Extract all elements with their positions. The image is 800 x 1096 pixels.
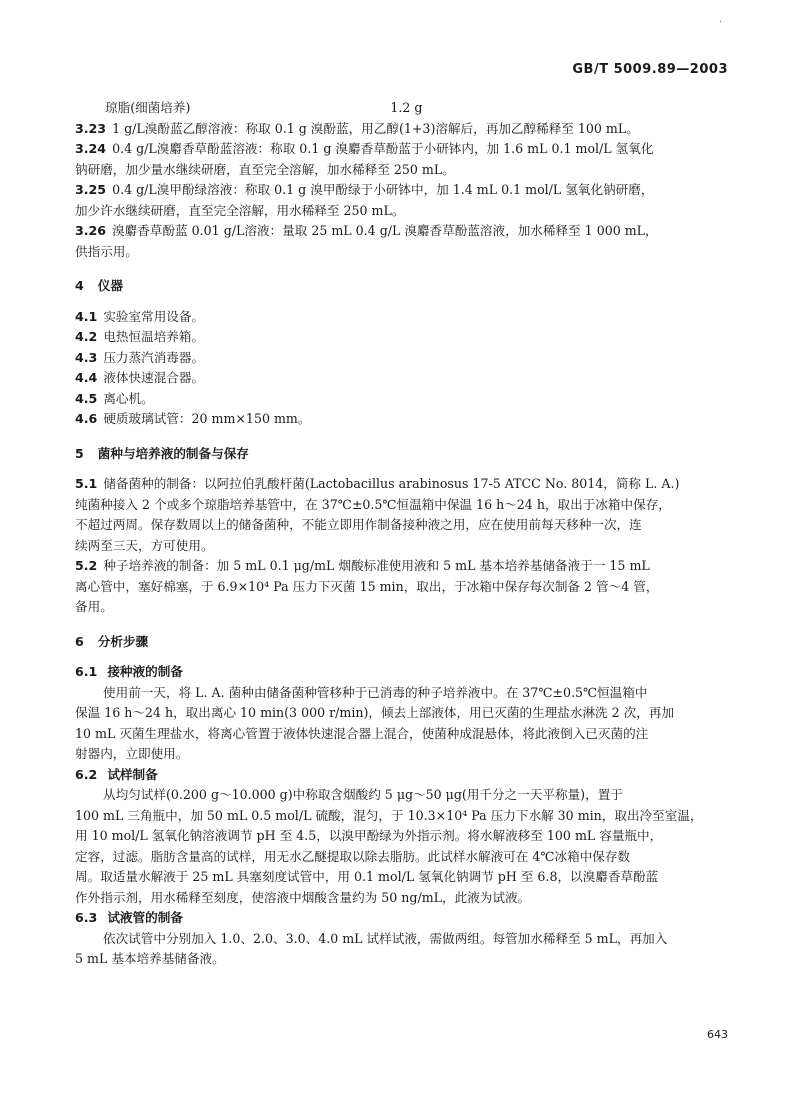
paragraph-line: 100 mL 三角瓶中，加 50 mL 0.5 mol/L 硫酸，混匀，于 10.3×10⁴ Pa 压力下水解 30 min，取出冷至室温， [75,807,703,823]
section-number: 6 [75,633,84,649]
paragraph-line: 保温 16 h～24 h，取出离心 10 min(3 000 r/min)，倾去上部液体，用已灭菌的生理盐水淋洗 2 次，再加 [75,705,675,720]
subsection-number: 6.3 [75,910,98,925]
clause-number: 3.23 [75,120,107,136]
section-title: 分析步骤 [97,633,149,649]
item-number: 4.1 [75,308,98,324]
clause-5-1-cont: 续两至三天，方可使用。 [75,537,214,553]
corner-mark: . [718,14,722,25]
clause-text: 1 g/L溴酚蓝乙醇溶液：称取 0.1 g 溴酚蓝，用乙醇(1+3)溶解后，再加乙醇稀释至 100 mL。 [112,120,639,136]
list-item [75,327,740,348]
section-4-heading [75,276,740,297]
document-body [75,98,740,970]
paragraph-line: 射器内，立即使用。 [75,746,189,761]
paragraph-line: 定容，过滤。脂肪含量高的试样，用无水乙醚提取以除去脂肪。此试样水解液可在 4℃冰箱中保存数 [75,848,631,864]
clause-3-24-cont: 钠研磨，加少量水继续研磨，直至完全溶解，加水稀释至 250 mL。 [75,161,455,177]
clause-3-23 [75,119,740,140]
item-text: 离心机。 [103,390,154,406]
clause-5-1-cont: 纯菌种接入 2 个或多个琼脂培养基管中，在 37℃±0.5℃恒温箱中保温 16 h～24 h，取出于冰箱中保存， [75,496,671,512]
clause-text: 种子培养液的制备：加 5 mL 0.1 μg/mL 烟酸标准使用液和 5 mL 基本培养基储备液于一 15 mL [103,558,650,573]
clause-5-1 [75,474,740,495]
paragraph-line: 从均匀试样(0.200 g～10.000 g)中称取含烟酸约 5 μg～50 μg(用千分之一天平称量)，置于 [103,787,623,802]
list-item [75,389,740,410]
list-item [75,307,740,328]
paragraph-line: 使用前一天，将 L. A. 菌种由储备菌种管移种于已消毒的种子培养液中。在 37℃±0.5℃恒温箱中 [103,684,648,700]
subsection-6-2-heading [75,765,740,786]
section-6-heading [75,632,740,653]
clause-5-2-cont: 离心管中，塞好棉塞，于 6.9×10⁴ Pa 压力下灭菌 15 min，取出，于冰箱中保存每次制备 2 管～4 管， [75,578,659,594]
section-5-heading [75,444,740,465]
agar-label: 琼脂(细菌培养) [105,100,191,115]
paragraph-line: 作外指示剂，用水稀释至刻度，使溶液中烟酸含量约为 50 ng/mL，此液为试液。 [75,889,531,905]
clause-number: 5.1 [75,476,98,491]
item-number: 4.6 [75,411,98,426]
clause-5-1-cont: 不超过两周。保存数周以上的储备菌种，不能立即用作制备接种液之用，应在使用前每天移种一次，连 [75,517,642,532]
agar-amount: 1.2 g [390,100,423,115]
clause-number: 5.2 [75,558,98,573]
agar-ingredient-line [75,98,740,119]
item-number: 4.3 [75,349,98,365]
page-number: 643 [707,1028,728,1041]
paragraph-line: 用 10 mol/L 氢氧化钠溶液调节 pH 至 4.5，以溴甲酚绿为外指示剂。将水解液移至 100 mL 容量瓶中， [75,828,663,843]
subsection-number: 6.1 [75,664,98,679]
item-number: 4.5 [75,390,98,406]
subsection-title: 接种液的制备 [107,664,183,679]
clause-3-25-cont: 加少许水继续研磨，直至完全溶解，用水稀释至 250 mL。 [75,202,405,218]
item-number: 4.4 [75,370,98,385]
clause-5-2 [75,556,740,577]
subsection-title: 试液管的制备 [107,910,183,925]
clause-text: 0.4 g/L溴甲酚绿溶液：称取 0.1 g 溴甲酚绿于小研钵中，加 1.4 mL 0.1 mol/L 氢氧化钠研磨， [112,182,654,197]
clause-text: 储备菌种的制备：以阿拉伯乳酸杆菌(Lactobacillus arabinosus 17-5 ATCC No. 8014，简称 L. A.) [103,476,680,491]
paragraph-line: 10 mL 灭菌生理盐水，将离心管置于液体快速混合器上混合，使菌种成混悬体，将此液倒入已灭菌的注 [75,725,649,741]
paragraph-line: 依次试管中分别加入 1.0、2.0、3.0、4.0 mL 试样试液，需做两组。每管加水稀释至 5 mL，再加入 [103,930,668,946]
list-item [75,409,740,430]
clause-number: 3.26 [75,223,107,238]
clause-number: 3.25 [75,182,107,197]
clause-text: 0.4 g/L溴麝香草酚蓝溶液：称取 0.1 g 溴麝香草酚蓝于小研钵内，加 1.6 mL 0.1 mol/L 氢氧化 [112,141,654,156]
list-item [75,368,740,389]
section-number: 4 [75,278,84,293]
section-title: 菌种与培养液的制备与保存 [97,445,249,461]
clause-text: 溴麝香草酚蓝 0.01 g/L溶液：量取 25 mL 0.4 g/L 溴麝香草酚蓝溶液，加水稀释至 1 000 mL， [112,223,658,238]
section-number: 5 [75,445,84,461]
section-title: 仪器 [97,278,123,293]
item-text: 电热恒温培养箱。 [103,329,205,344]
item-text: 实验室常用设备。 [103,308,205,324]
paragraph-line: 5 mL 基本培养基储备液。 [75,951,225,966]
clause-3-26-cont: 供指示用。 [75,243,138,259]
item-text: 液体快速混合器。 [103,370,205,385]
clause-3-26 [75,221,740,242]
list-item [75,348,740,369]
item-number: 4.2 [75,329,98,344]
subsection-6-1-heading [75,662,740,683]
clause-5-2-cont: 备用。 [75,599,113,614]
subsection-number: 6.2 [75,766,98,782]
paragraph-line: 周。取适量水解液于 25 mL 具塞刻度试管中，用 0.1 mol/L 氢氧化钠调节 pH 至 6.8，以溴麝香草酚蓝 [75,869,659,884]
subsection-6-3-heading [75,908,740,929]
subsection-title: 试样制备 [107,766,158,782]
clause-3-24 [75,139,740,160]
standard-number: GB/T 5009.89—2003 [572,62,728,77]
clause-3-25 [75,180,740,201]
clause-number: 3.24 [75,141,107,156]
item-text: 硬质玻璃试管：20 mm×150 mm。 [103,411,311,426]
item-text: 压力蒸汽消毒器。 [103,349,205,365]
